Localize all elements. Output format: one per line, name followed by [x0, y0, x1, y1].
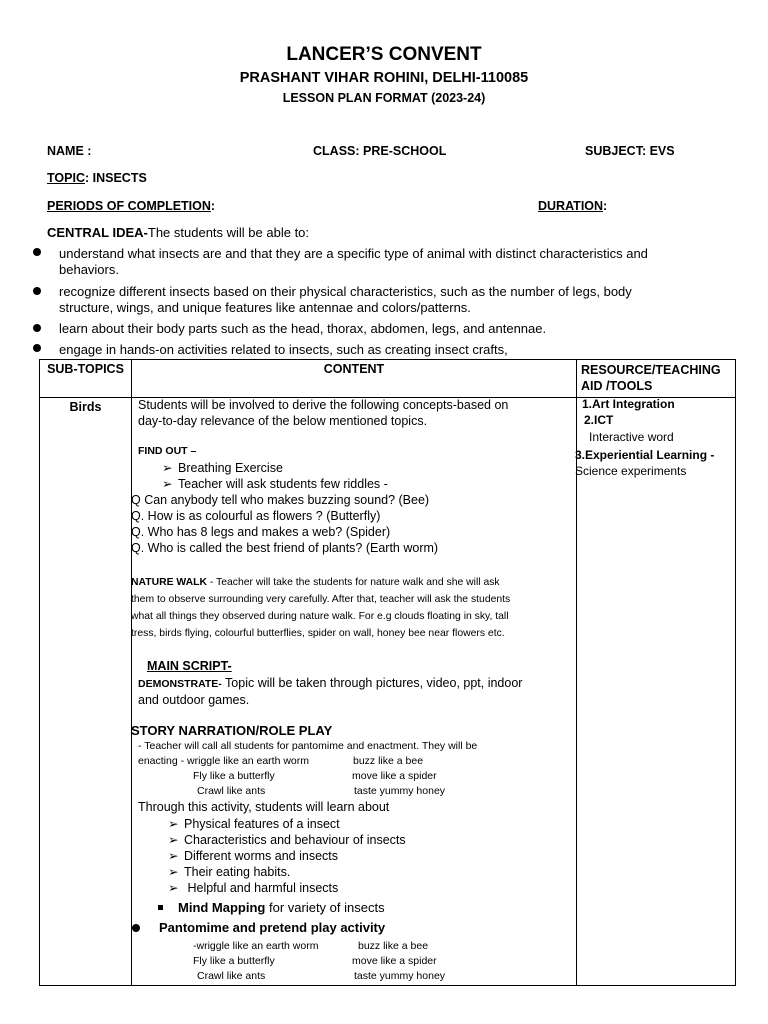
central-idea-label: CENTRAL IDEA- [47, 225, 148, 240]
demonstrate-line: and outdoor games. [138, 693, 250, 707]
header-resources-line: AID /TOOLS [581, 379, 653, 393]
bullet-line: recognize different insects based on their physical characteristics, such as the number of legs, body [59, 284, 632, 299]
nature-walk-label: NATURE WALK [131, 577, 207, 588]
nature-walk-line [131, 574, 574, 591]
learn-item [168, 864, 406, 880]
find-item [162, 460, 388, 476]
story-l3b: move like a spider [352, 770, 437, 782]
bullet-icon [132, 924, 140, 932]
subject-field: SUBJECT: EVS [585, 144, 675, 158]
story-l4b: taste yummy honey [354, 785, 446, 797]
periods-label: PERIODS OF COMPLETION [47, 199, 211, 213]
nature-walk-text: - Teacher will take the students for nature walk and she will ask [207, 577, 500, 588]
pant-l2b: move like a spider [352, 955, 437, 967]
bullet-line: structure, wings, and unique features like antennae and colors/patterns. [59, 300, 471, 315]
intro-line: day-to-day relevance of the below mentioned topics. [138, 414, 428, 428]
learn-item-text: Physical features of a insect [184, 817, 340, 831]
header-resources [577, 360, 736, 398]
bullet-line: understand what insects are and that they are a specific type of animal with distinct characteristics and [59, 246, 648, 261]
find-item-text: Breathing Exercise [178, 461, 283, 475]
bullet-line: behaviors. [59, 262, 119, 277]
learn-item [168, 848, 406, 864]
content-intro [138, 397, 508, 429]
learn-list [168, 816, 406, 896]
demonstrate-line [138, 675, 522, 692]
duration-label: DURATION [538, 199, 604, 213]
pant-l3b: taste yummy honey [354, 970, 446, 982]
nature-walk-line: what all things they observed during nature walk. For e.g clouds floating in sky, tall [131, 611, 509, 622]
central-bullet-3: learn about their body parts such as the head, thorax, abdomen, legs, and antennae. [59, 321, 547, 336]
periods-colon: : [210, 199, 216, 213]
resources-cell [577, 398, 736, 986]
pant-l2a: Fly like a butterfly [193, 955, 275, 967]
learn-item [168, 832, 406, 848]
demonstrate-label: DEMONSTRATE- [138, 678, 222, 690]
bullet-icon [33, 324, 41, 332]
resource-ict-sub: Interactive word [589, 430, 674, 444]
bullet-icon [33, 344, 41, 352]
riddle-line: Q Can anybody tell who makes buzzing sound? (Bee) [131, 493, 430, 507]
topic-value: : INSECTS [84, 171, 147, 185]
resource-art: 1.Art Integration [582, 397, 675, 411]
story-l3a: Fly like a butterfly [193, 770, 275, 782]
pant-l1a: -wriggle like an earth worm [193, 940, 319, 952]
resource-ict: 2.ICT [584, 413, 614, 427]
square-bullet-icon [158, 905, 163, 910]
intro-line: Students will be involved to derive the following concepts-based on [138, 398, 509, 412]
mind-mapping-label: Mind Mapping [178, 900, 266, 915]
learn-item-text: Characteristics and behaviour of insects [184, 833, 406, 847]
learn-item-text: Helpful and harmful insects [184, 881, 339, 895]
mind-mapping [178, 900, 385, 915]
central-idea [47, 225, 309, 241]
periods-line [47, 199, 215, 213]
duration-colon: : [603, 199, 608, 213]
through-line: Through this activity, students will learn about [138, 800, 390, 814]
bullet-icon [33, 248, 41, 256]
learn-item [168, 816, 406, 832]
nature-walk-line: them to observe surrounding very carefully. After that, teacher will ask the students [131, 594, 511, 605]
header-subtopics: SUB-TOPICS [40, 360, 132, 398]
main-script-heading: MAIN SCRIPT- [147, 659, 232, 673]
story-l2a: enacting - wriggle like an earth worm [138, 755, 309, 767]
subtopic-cell: Birds [40, 398, 132, 986]
school-address: PRASHANT VIHAR ROHINI, DELHI-110085 [239, 70, 529, 86]
school-name: LANCER’S CONVENT [286, 44, 482, 65]
riddle-line: Q. Who is called the best friend of plants? (Earth worm) [131, 541, 439, 555]
find-out-list [162, 460, 388, 492]
demonstrate-block [138, 675, 522, 708]
nature-walk [131, 574, 574, 642]
central-bullet-4: engage in hands-on activities related to insects, such as creating insect crafts, [59, 342, 508, 357]
learn-item-text: Their eating habits. [184, 865, 291, 879]
pant-l3a: Crawl like ants [197, 970, 266, 982]
story-heading: STORY NARRATION/ROLE PLAY [131, 723, 333, 738]
central-idea-text: The students will be able to: [147, 225, 310, 240]
story-l2b: buzz like a bee [353, 755, 424, 767]
find-item [162, 476, 388, 492]
story-l4a: Crawl like ants [197, 785, 266, 797]
resource-experiential: 3.Experiential Learning - [575, 448, 715, 462]
learn-item [168, 880, 406, 896]
story-l1: - Teacher will call all students for pantomime and enactment. They will be [138, 740, 478, 752]
pantomime-heading: Pantomime and pretend play activity [159, 920, 386, 935]
duration-line [538, 199, 607, 213]
topic-label: TOPIC [47, 171, 85, 185]
header-resources-line: RESOURCE/TEACHING [581, 363, 721, 377]
riddle-line: Q. How is as colourful as flowers ? (Butterfly) [131, 509, 381, 523]
topic-line [47, 171, 147, 185]
name-field: NAME : [47, 144, 92, 158]
lesson-plan-format: LESSON PLAN FORMAT (2023-24) [282, 91, 486, 105]
mind-mapping-text: for variety of insects [265, 900, 385, 915]
resource-experiential-sub: Science experiments [575, 464, 687, 478]
nature-walk-line: tress, birds flying, colourful butterflies, spider on wall, honey bee near flowers etc. [131, 628, 505, 639]
class-field: CLASS: PRE-SCHOOL [313, 144, 447, 158]
find-item-text: Teacher will ask students few riddles - [178, 477, 388, 491]
pant-l1b: buzz like a bee [358, 940, 429, 952]
central-bullet-2 [59, 284, 632, 316]
find-out-heading: FIND OUT – [138, 445, 197, 457]
learn-item-text: Different worms and insects [184, 849, 338, 863]
bullet-icon [33, 287, 41, 295]
demonstrate-text: Topic will be taken through pictures, video, ppt, indoor [221, 676, 523, 690]
header-content: CONTENT [132, 360, 577, 398]
central-bullet-1 [59, 246, 648, 278]
riddle-line: Q. Who has 8 legs and makes a web? (Spider) [131, 525, 391, 539]
riddle-list [131, 492, 438, 556]
